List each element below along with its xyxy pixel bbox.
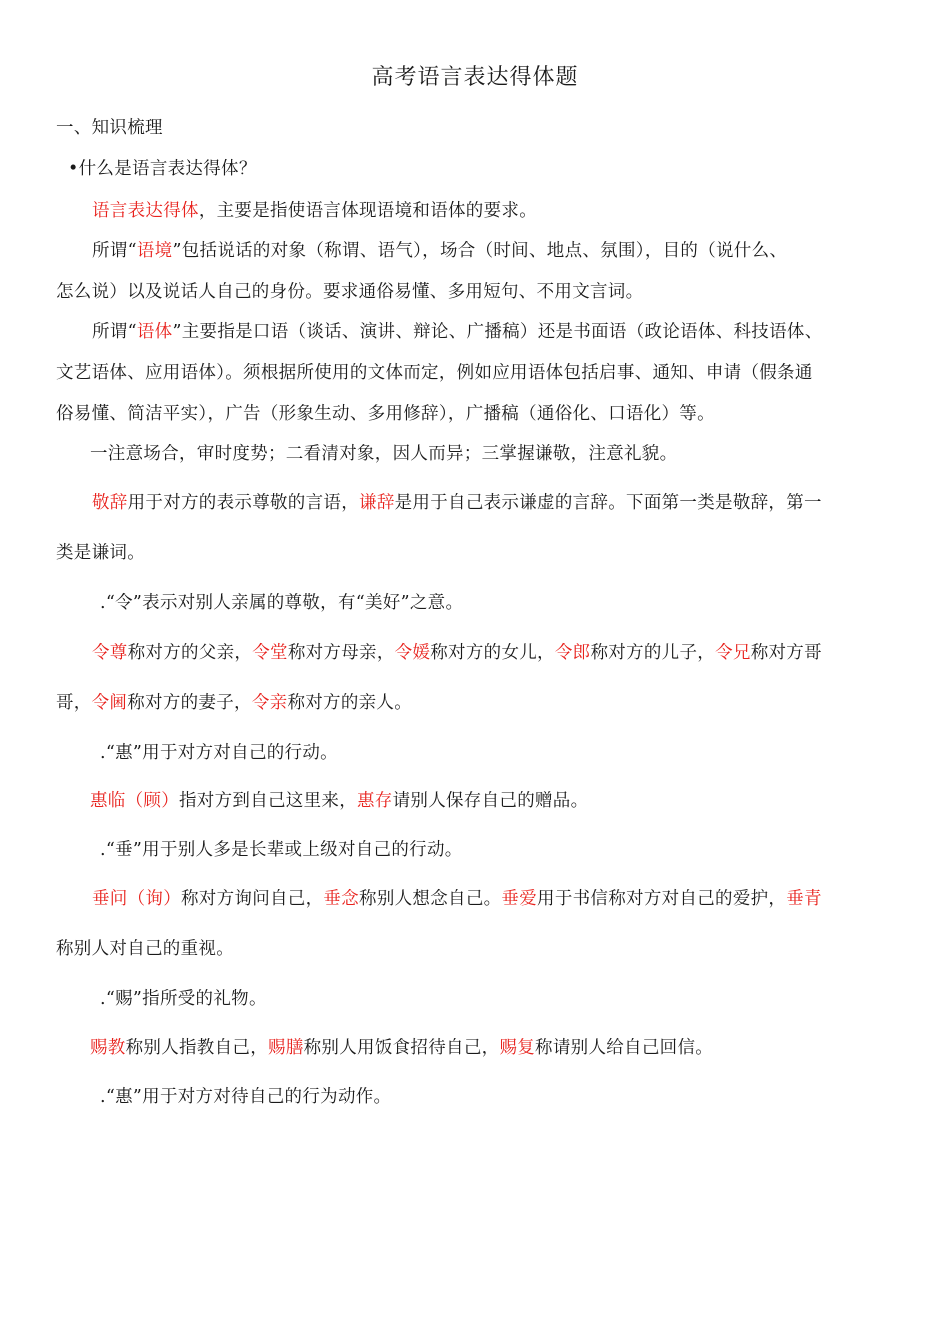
ci-heading: .“赐”指所受的礼物。 xyxy=(100,989,267,1009)
text-span: 请别人保存自己的赠品。 xyxy=(392,791,589,811)
hui-heading: .“惠”用于对方对自己的行动。 xyxy=(100,743,338,763)
text-span: 是用于自己表示谦虚的言辞。下面第一类是敬辞，第一 xyxy=(394,493,822,513)
term-highlight: 赐膳 xyxy=(268,1038,304,1058)
style-paragraph-line3: 俗易懂、简洁平实），广告（形象生动、多用修辞），广播稿（通俗化、口语化）等。 xyxy=(56,404,715,424)
chui-examples-line1 xyxy=(92,887,932,911)
term-highlight: 令亲 xyxy=(251,693,288,713)
text-span: 称别人想念自己。 xyxy=(359,889,502,909)
text-span: 所谓“ xyxy=(92,322,137,342)
term-highlight: 令尊 xyxy=(92,643,128,663)
text-span: ”包括说话的对象（称谓、语气），场合（时间、地点、氛围），目的（说什么、 xyxy=(172,241,788,261)
text-span: 称别人指教自己， xyxy=(125,1038,269,1058)
term-highlight: 语体 xyxy=(136,322,173,342)
text-span: 称对方哥 xyxy=(750,643,822,663)
term-highlight: 赐教 xyxy=(90,1038,126,1058)
term-highlight: 令堂 xyxy=(252,643,288,663)
page-title: 高考语言表达得体题 xyxy=(371,65,579,90)
term-highlight: 令阃 xyxy=(91,693,128,713)
definition-paragraph xyxy=(92,199,932,223)
ci-examples xyxy=(90,1036,930,1060)
text-span: 用于书信称对方对自己的爱护， xyxy=(537,889,787,909)
text-span: 称别人用饭食招待自己， xyxy=(303,1038,500,1058)
text-span: 指对方到自己这里来， xyxy=(179,791,357,811)
ling-examples-line2 xyxy=(56,691,896,715)
text-span: 称对方询问自己， xyxy=(181,889,324,909)
text-span: 称对方的妻子， xyxy=(127,693,252,713)
principles-paragraph: 一注意场合，审时度势；二看清对象，因人而异；三掌握谦敬，注意礼貌。 xyxy=(90,444,678,464)
text-span: 称对方的亲人。 xyxy=(287,693,413,713)
text-span: 所谓“ xyxy=(92,241,137,261)
ling-heading: .“令”表示对别人亲属的尊敬，有“美好”之意。 xyxy=(100,593,464,613)
ling-examples-line1 xyxy=(92,641,932,665)
term-highlight: 令媛 xyxy=(394,643,431,663)
term-highlight: 赐复 xyxy=(499,1038,536,1058)
text-span: 称请别人给自己回信。 xyxy=(535,1038,714,1058)
term-highlight: 垂爱 xyxy=(501,889,538,909)
hui-examples xyxy=(90,789,930,813)
term-highlight: 谦辞 xyxy=(359,493,395,513)
term-highlight: 垂青 xyxy=(786,889,822,909)
term-highlight: 令兄 xyxy=(715,643,751,663)
question-bullet: •什么是语言表达得体？ xyxy=(68,159,257,179)
term-highlight: 垂念 xyxy=(323,889,360,909)
style-paragraph-line1 xyxy=(92,320,932,344)
style-paragraph-line2: 文艺语体、应用语体）。须根据所使用的文体而定，例如应用语体包括启事、通知、申请（假条通 xyxy=(56,363,813,383)
term-highlight: 敬辞 xyxy=(92,493,128,513)
honorific-intro-line2: 类是谦词。 xyxy=(56,543,145,563)
chui-heading: .“垂”用于别人多是长辈或上级对自己的行动。 xyxy=(100,840,463,860)
text-span: ”主要指是口语（谈话、演讲、辩论、广播稿）还是书面语（政论语体、科技语体、 xyxy=(172,322,823,342)
section-heading: 一、知识梳理 xyxy=(56,118,163,138)
text-span: 哥， xyxy=(56,693,92,713)
text-span: 用于对方的表示尊敬的言语， xyxy=(127,493,360,513)
term-highlight: 令郎 xyxy=(554,643,591,663)
term-highlight: 垂问（询） xyxy=(92,889,181,909)
term-highlight: 惠存 xyxy=(357,791,393,811)
honorific-intro-line1 xyxy=(92,491,932,515)
term-highlight: 语言表达得体 xyxy=(92,201,199,221)
context-paragraph-line2: 怎么说）以及说话人自己的身份。要求通俗易懂、多用短句、不用文言词。 xyxy=(56,282,644,302)
hui2-heading: .“惠”用于对方对待自己的行为动作。 xyxy=(100,1087,392,1107)
definition-text: ，主要是指使语言体现语境和语体的要求。 xyxy=(198,201,538,221)
term-highlight: 惠临（顾） xyxy=(90,791,179,811)
text-span: 称对方的父亲， xyxy=(127,643,253,663)
term-highlight: 语境 xyxy=(136,241,173,261)
text-span: 称对方母亲， xyxy=(287,643,395,663)
chui-examples-line2: 称别人对自己的重视。 xyxy=(56,939,234,959)
context-paragraph-line1 xyxy=(92,239,932,263)
text-span: 称对方的女儿， xyxy=(430,643,555,663)
text-span: 称对方的儿子， xyxy=(590,643,716,663)
